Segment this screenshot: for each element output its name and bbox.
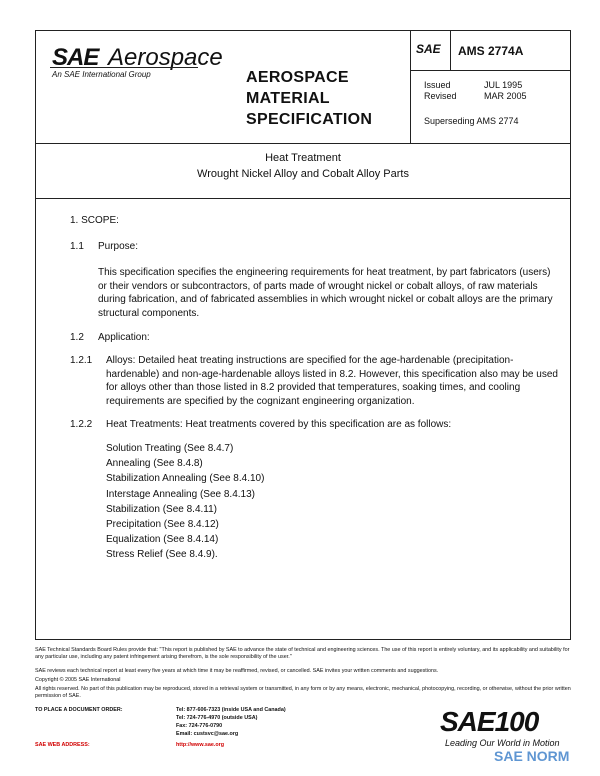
- aerospace-logo-text: Aerospace: [108, 44, 223, 71]
- sae-small-logo: SAE: [416, 42, 441, 56]
- document-number: AMS 2774A: [458, 44, 524, 58]
- sae-logo: SAE: [52, 44, 99, 71]
- issued-date: JUL 1995: [484, 80, 523, 90]
- document-title: [35, 150, 571, 182]
- spec-line: AEROSPACE: [246, 69, 349, 86]
- list-item: Solution Treating (See 8.4.7): [106, 443, 234, 454]
- purpose-paragraph: This specification specifies the engineering requirements for heat treatment, by part fabricators (users) or their vendors or subcontractors, of parts made of wrought nickel or cobalt alloys, of raw materials during fabrication, and of fabricated assemblies in which wrought nickel or cobalt alloys are the primary structural components.: [98, 267, 553, 319]
- heat-treatments-paragraph: Heat Treatments: Heat treatments covered by this specification are as follows:: [106, 419, 452, 430]
- list-item: Annealing (See 8.4.8): [106, 458, 203, 470]
- list-item: Stress Relief (See 8.4.9).: [106, 549, 218, 561]
- watermark: SAE NORM: [494, 748, 570, 764]
- list-item: Stabilization (See 8.4.11): [106, 503, 217, 515]
- title-line: Wrought Nickel Alloy and Cobalt Alloy Parts: [197, 168, 409, 180]
- section-number: 1.2.2: [70, 419, 93, 430]
- web-label: SAE WEB ADDRESS:: [35, 742, 90, 748]
- footer-rights: All rights reserved. No part of this publication may be reproduced, stored in a retrieval system or transmitted, in any form or by any means, electronic, mechanical, photocopying, recording, or otherwise, without the prior written permission of SAE.: [35, 686, 571, 699]
- order-tel1: Tel: 877-606-7323 (inside USA and Canada): [176, 707, 286, 713]
- superseding-note: Superseding AMS 2774: [424, 116, 519, 126]
- list-item: Precipitation (See 8.4.12): [106, 519, 219, 531]
- title-line: Heat Treatment: [265, 152, 341, 164]
- section-number: 1.2: [70, 332, 84, 343]
- order-email[interactable]: Email: custsvc@sae.org: [176, 731, 239, 737]
- logo-rule: [50, 67, 198, 68]
- web-link[interactable]: http://www.sae.org: [176, 742, 225, 748]
- logo-subtitle: An SAE International Group: [52, 70, 151, 79]
- section-number: 1.1: [70, 241, 84, 252]
- treatment-list: [106, 441, 264, 563]
- divider: [450, 30, 451, 70]
- tagline: Leading Our World in Motion: [445, 738, 560, 748]
- revised-date: MAR 2005: [484, 91, 527, 101]
- section-scope: 1. SCOPE:: [70, 215, 119, 226]
- spec-line: SPECIFICATION: [246, 111, 373, 128]
- section-heading: Application:: [98, 332, 150, 343]
- sae100-logo: SAE100: [440, 706, 539, 737]
- divider: [410, 70, 571, 71]
- footer-review: SAE reviews each technical report at least every five years at which time it may be reaffirmed, revised, or cancelled. SAE invites your written comments and suggestions.: [35, 668, 439, 674]
- divider: [35, 143, 571, 144]
- footer-rules: SAE Technical Standards Board Rules provide that: "This report is published by SAE to advance the state of technical and engineering sciences. The use of this report is entirely voluntary, and its applicability and suitability for any particular use, including any patent infringement arising therefrom, is the sole responsibility of the user.": [35, 647, 570, 660]
- list-item: Interstage Annealing (See 8.4.13): [106, 488, 255, 500]
- section-heading: Purpose:: [98, 241, 139, 252]
- list-item: Stabilization Annealing (See 8.4.10): [106, 473, 265, 485]
- order-fax: Fax: 724-776-0790: [176, 723, 223, 729]
- spec-line: MATERIAL: [246, 90, 330, 107]
- divider: [410, 30, 411, 143]
- divider: [35, 198, 571, 199]
- list-item: Equalization (See 8.4.14): [106, 534, 219, 546]
- spec-type-title: [246, 67, 372, 130]
- alloys-paragraph: Alloys: Detailed heat treating instructions are specified for the age-hardenable (precipitation-hardenable) and non-age-hardenable alloys listed in 8.2. However, this specification also may be used for alloys other than those listed in 8.2 provided that temperatures, soaking times, and cooling requirements are specified by the cognizant engineering organization.: [106, 355, 558, 407]
- revised-label: Revised: [424, 91, 457, 101]
- footer-copyright: Copyright © 2005 SAE International: [35, 677, 121, 683]
- order-tel2: Tel: 724-776-4970 (outside USA): [176, 715, 258, 721]
- order-label: TO PLACE A DOCUMENT ORDER:: [35, 707, 123, 713]
- section-number: 1.2.1: [70, 355, 93, 366]
- issued-label: Issued: [424, 80, 451, 90]
